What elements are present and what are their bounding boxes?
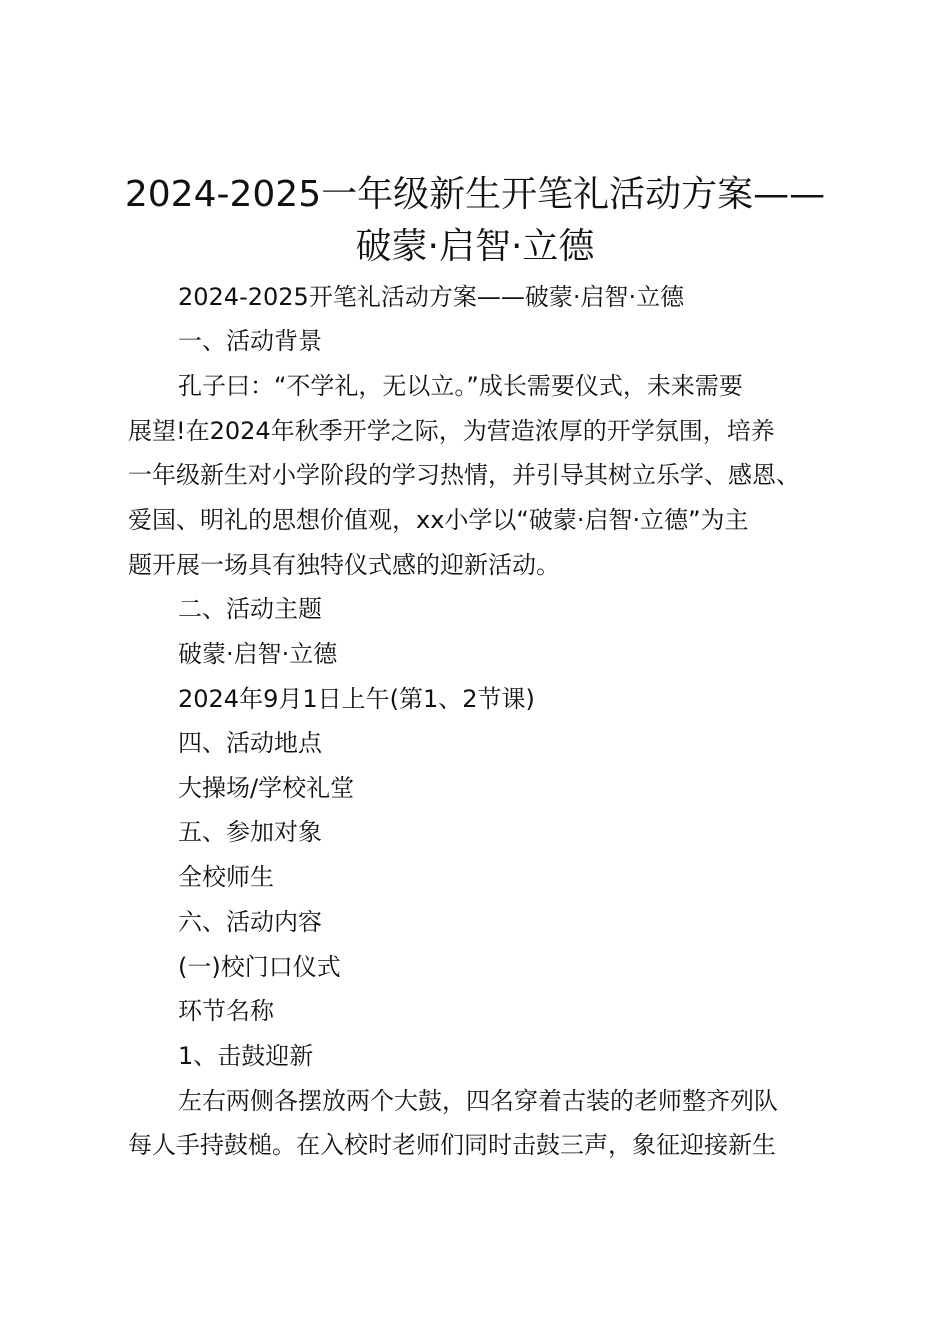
body-text-line: 爱国、明礼的思想价值观，xx小学以“破蒙·启智·立德”为主 — [128, 506, 749, 534]
body-text-line: 题开展一场具有独特仪式感的迎新活动。 — [128, 551, 560, 579]
document-title-line-2: 破蒙·启智·立德 — [355, 226, 595, 267]
document-subtitle: 2024-2025开笔礼活动方案——破蒙·启智·立德 — [178, 283, 685, 311]
section-heading-location: 四、活动地点 — [178, 729, 322, 757]
body-text-line: 一年级新生对小学阶段的学习热情，并引导其树立乐学、感恩、 — [128, 461, 800, 489]
section-heading-theme: 二、活动主题 — [178, 595, 322, 623]
schedule-text: 2024年9月1日上午(第1、2节课) — [178, 685, 535, 713]
participants-text: 全校师生 — [178, 863, 274, 891]
body-text-line: 孔子曰：“不学礼，无以立。”成长需要仪式，未来需要 — [178, 372, 743, 400]
section-heading-background: 一、活动背景 — [178, 327, 322, 355]
location-text: 大操场/学校礼堂 — [178, 774, 355, 802]
segment-name-label: 环节名称 — [178, 997, 274, 1025]
theme-text: 破蒙·启智·立德 — [178, 640, 338, 668]
subsection-heading: (一)校门口仪式 — [178, 953, 341, 981]
section-heading-participants: 五、参加对象 — [178, 818, 322, 846]
body-text-line: 每人手持鼓槌。在入校时老师们同时击鼓三声，象征迎接新生 — [128, 1131, 776, 1159]
body-text-line: 展望!在2024年秋季开学之际，为营造浓厚的开学氛围，培养 — [128, 417, 775, 445]
body-text-line: 左右两侧各摆放两个大鼓，四名穿着古装的老师整齐列队 — [178, 1087, 778, 1115]
document-title-line-1: 2024-2025一年级新生开笔礼活动方案—— — [124, 174, 826, 215]
segment-item-heading: 1、击鼓迎新 — [178, 1042, 314, 1070]
section-heading-content: 六、活动内容 — [178, 908, 322, 936]
